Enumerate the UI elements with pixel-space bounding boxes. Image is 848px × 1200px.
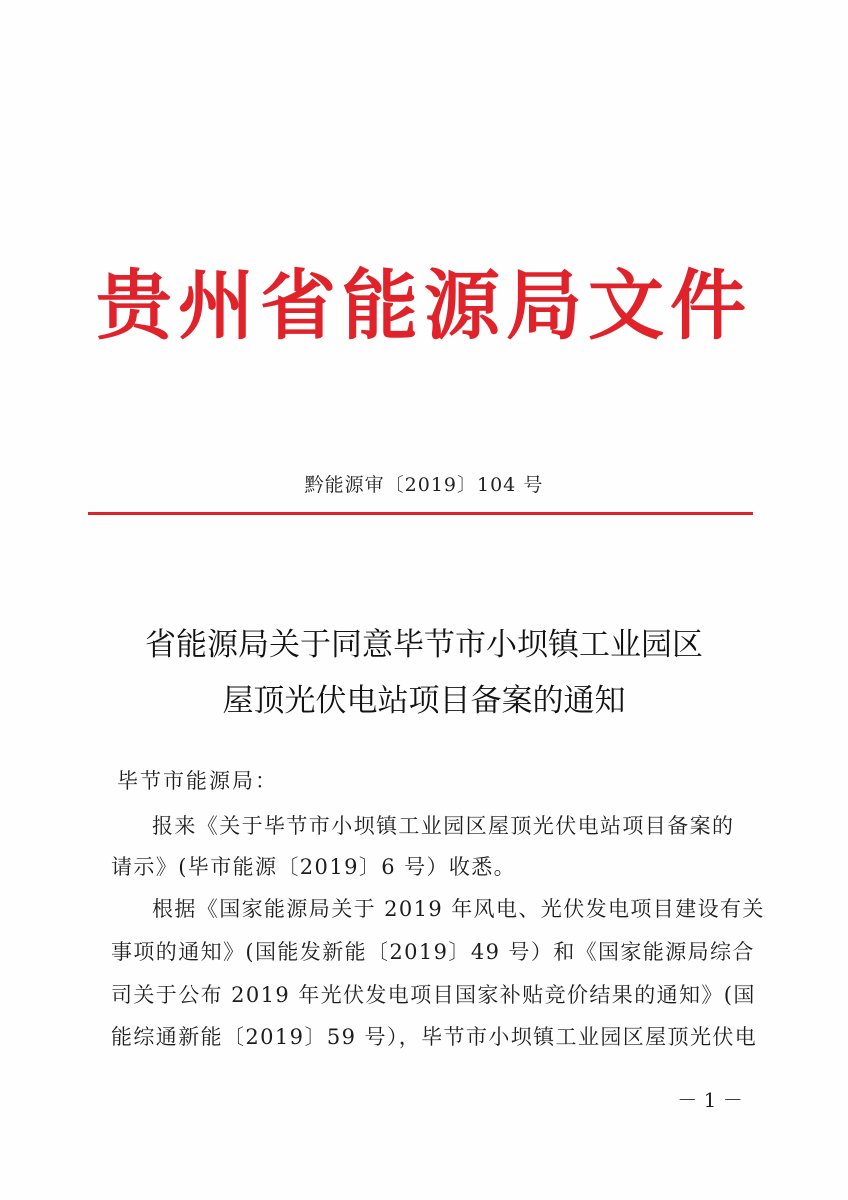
body-line: 报来《关于毕节市小坝镇工业园区屋顶光伏电站项目备案的 [152,814,735,838]
page-number: － 1 － [677,1088,743,1112]
notice-title-line-2: 屋顶光伏电站项目备案的通知 [222,683,626,719]
salutation: 毕节市能源局： [117,769,278,793]
document-number: 黔能源审〔2019〕104 号 [304,474,544,496]
red-divider-line [88,512,753,515]
body-line: 事项的通知》(国能发新能〔2019〕49 号）和《国家能源局综合 [111,940,755,964]
body-line: 请示》(毕市能源〔2019〕6 号）收悉。 [111,855,517,879]
notice-title-line-1: 省能源局关于同意毕节市小坝镇工业园区 [145,627,703,663]
body-line: 司关于公布 2019 年光伏发电项目国家补贴竞价结果的通知》(国 [111,983,756,1007]
body-line: 能综通新能〔2019〕59 号），毕节市小坝镇工业园区屋顶光伏电 [111,1025,758,1049]
masthead-title: 贵州省能源局文件 [96,261,752,350]
body-line: 根据《国家能源局关于 2019 年风电、光伏发电项目建设有关 [152,897,765,921]
